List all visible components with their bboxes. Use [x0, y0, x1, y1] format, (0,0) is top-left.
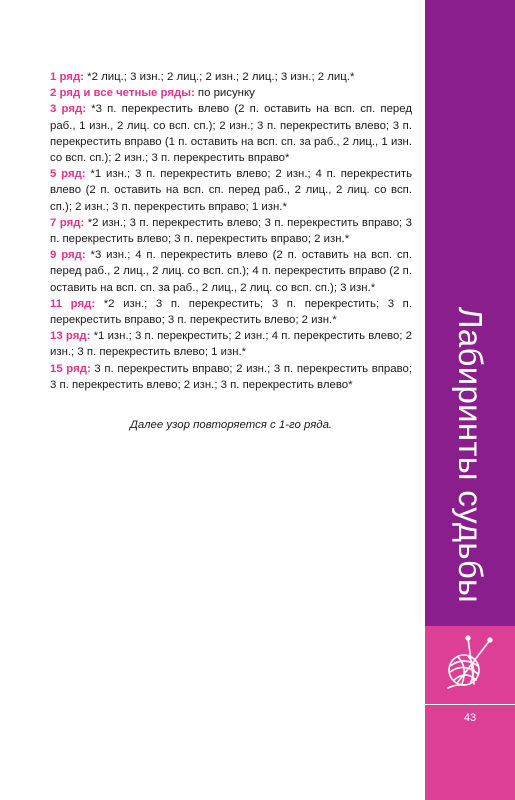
row-text: *3 изн.; 4 п. перекрестить влево (2 п. оставить на всп. сп. перед раб., 2 лиц., 2 лиц. со всп. сп.); 4 п. перекрестить вправо (2 п. оставить на всп. сп. за раб., 2 лиц., 2 лиц. со всп. сп.); 3 изн.* [50, 249, 412, 294]
row-text: 3 п. перекрестить вправо; 2 изн.; 3 п. перекрестить вправо; 3 п. перекрестить влево; 2 изн.; 3 п. перекрестить влево* [50, 362, 413, 391]
row-text: по рисунку [194, 87, 255, 100]
pattern-instructions [50, 69, 412, 445]
row-label: 9 ряд: [50, 249, 86, 262]
row-15 [50, 361, 412, 393]
chapter-title: Лабиринты судьбы [452, 306, 489, 604]
row-13 [50, 328, 412, 360]
row-text: *1 изн.; 3 п. перекрестить влево; 2 изн.; 4 п. перекрестить влево (2 п. оставить на всп. сп. перед раб., 2 лиц., 2 лиц. со всп. сп.); 2 изн.; 3 п. перекрестить вправо; 1 изн.* [50, 168, 413, 213]
row-text: *3 п. перекрестить влево (2 п. оставить на всп. сп. перед раб., 1 изн., 2 лиц. со всп. сп.); 2 изн.; 3 п. перекрестить влево; 3 п. перекрестить вправо (1 п. оставить на всп. сп. за раб., 2 лиц., 1 изн. со всп. сп.); 2 изн.; 3 п. перекрестить вправо* [50, 103, 412, 165]
row-label: 5 ряд: [50, 168, 86, 181]
row-11 [50, 296, 412, 328]
row-7 [50, 215, 412, 247]
row-label: 15 ряд: [50, 362, 91, 375]
row-text: *2 изн.; 3 п. перекрестить влево; 3 п. перекрестить вправо; 3 п. перекрестить влево; 3 п. перекрестить вправо; 2 изн.* [50, 216, 412, 246]
row-3 [50, 101, 412, 166]
chapter-sidebar [425, 0, 515, 800]
row-label: 3 ряд: [50, 103, 86, 116]
row-label: 13 ряд: [50, 330, 91, 343]
sidebar-divider [425, 704, 515, 705]
row-label: 7 ряд: [50, 216, 85, 229]
row-2 [50, 85, 412, 101]
row-9 [50, 247, 412, 296]
row-label: 11 ряд: [50, 297, 96, 310]
row-text: *2 изн.; 3 п. перекрестить; 3 п. перекрестить; 3 п. перекрестить вправо; 3 п. перекрестить влево; 2 изн.* [50, 297, 412, 327]
row-5 [50, 166, 412, 215]
row-text: *1 изн.; 3 п. перекрестить; 2 изн.; 4 п. перекрестить влево; 2 изн.; 3 п. перекрестить влево; 1 изн.* [50, 330, 413, 359]
repeat-note: Далее узор повторяется с 1-го ряда. [129, 419, 333, 432]
row-text: *2 лиц.; 3 изн.; 2 лиц.; 2 изн.; 2 лиц.; 3 изн.; 2 лиц.* [83, 71, 355, 83]
yarn-ball-icon [438, 634, 498, 694]
row-1 [50, 69, 412, 85]
row-label: 1 ряд: [50, 71, 84, 83]
row-label: 2 ряд и все четные ряды: [50, 87, 195, 100]
page-number: 43 [463, 712, 477, 724]
